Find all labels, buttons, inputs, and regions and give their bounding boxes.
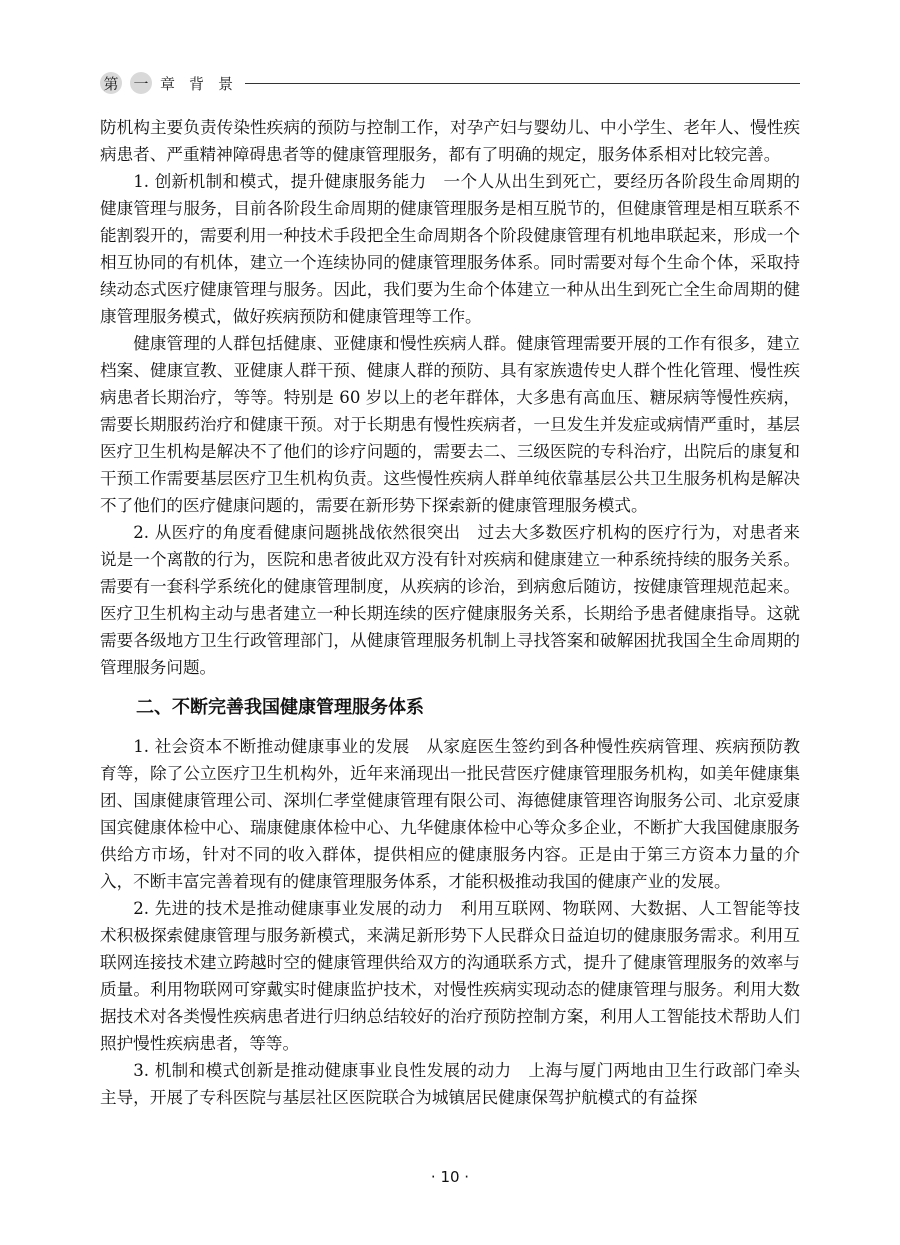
running-header	[100, 70, 800, 96]
paragraph: 健康管理的人群包括健康、亚健康和慢性疾病人群。健康管理需要开展的工作有很多，建立档案、健康宣教、亚健康人群干预、健康人群的预防、具有家族遗传史人群个性化管理、慢性疾病患者长期治疗，等等。特别是 60 岁以上的老年群体，大多患有高血压、糖尿病等慢性疾病，需要长期服药治疗和健康干预。对于长期患有慢性疾病者，一旦发生并发症或病情严重时，基层医疗卫生机构是解决不了他们的诊疗问题的，需要去二、三级医院的专科治疗，出院后的康复和干预工作需要基层医疗卫生机构负责。这些慢性疾病人群单纯依靠基层公共卫生服务机构是解决不了他们的医疗健康问题的，需要在新形势下探索新的健康管理服务模式。	[100, 334, 800, 515]
paragraph: 2. 先进的技术是推动健康事业发展的动力 利用互联网、物联网、大数据、人工智能等技术积极探索健康管理与服务新模式，来满足新形势下人民群众日益迫切的健康服务需求。利用互联网连接技术建立跨越时空的健康管理供给双方的沟通联系方式，提升了健康管理服务的效率与质量。利用物联网可穿戴实时健康监护技术，对慢性疾病实现动态的健康管理与服务。利用大数据技术对各类慢性疾病患者进行归纳总结较好的治疗预防控制方案，利用人工智能技术帮助人们照护慢性疾病患者，等等。	[100, 899, 800, 1053]
paragraph: 1. 社会资本不断推动健康事业的发展 从家庭医生签约到各种慢性疾病管理、疾病预防教育等，除了公立医疗卫生机构外，近年来涌现出一批民营医疗健康管理服务机构，如美年健康集团、国康健康管理公司、深圳仁孝堂健康管理有限公司、海德健康管理咨询服务公司、北京爱康国宾健康体检中心、瑞康健康体检中心、九华健康体检中心等众多企业，不断扩大我国健康服务供给方市场，针对不同的收入群体，提供相应的健康服务内容。正是由于第三方资本力量的介入，不断丰富完善着现有的健康管理服务体系，才能积极推动我国的健康产业的发展。	[100, 737, 800, 891]
body-text	[100, 114, 800, 1111]
chapter-char-4: 背	[189, 74, 205, 93]
chapter-char-5: 景	[218, 74, 234, 93]
page-number: · 10 ·	[430, 1168, 470, 1186]
chapter-label	[100, 72, 233, 94]
chapter-char-3: 章	[160, 74, 176, 93]
chapter-char-1: 第	[100, 72, 122, 94]
header-rule	[245, 83, 800, 84]
section-heading: 二、不断完善我国健康管理服务体系	[136, 697, 424, 718]
paragraph: 2. 从医疗的角度看健康问题挑战依然很突出 过去大多数医疗机构的医疗行为，对患者来说是一个离散的行为，医院和患者彼此双方没有针对疾病和健康建立一种系统持续的服务关系。需要有一套科学系统化的健康管理制度，从疾病的诊治，到病愈后随访，按健康管理规范起来。医疗卫生机构主动与患者建立一种长期连续的医疗健康服务关系，长期给予患者健康指导。这就需要各级地方卫生行政管理部门，从健康管理服务机制上寻找答案和破解困扰我国全生命周期的管理服务问题。	[100, 523, 800, 677]
paragraph: 1. 创新机制和模式，提升健康服务能力 一个人从出生到死亡，要经历各阶段生命周期的健康管理与服务，目前各阶段生命周期的健康管理服务是相互脱节的，但健康管理是相互联系不能割裂开的，需要利用一种技术手段把全生命周期各个阶段健康管理有机地串联起来，形成一个相互协同的有机体，建立一个连续协同的健康管理服务体系。同时需要对每个生命个体，采取持续动态式医疗健康管理与服务。因此，我们要为生命个体建立一种从出生到死亡全生命周期的健康管理服务模式，做好疾病预防和健康管理等工作。	[100, 172, 800, 326]
chapter-char-2: 一	[130, 72, 152, 94]
paragraph: 3. 机制和模式创新是推动健康事业良性发展的动力 上海与厦门两地由卫生行政部门牵头主导，开展了专科医院与基层社区医院联合为城镇居民健康保驾护航模式的有益探	[100, 1061, 800, 1107]
paragraph: 防机构主要负责传染性疾病的预防与控制工作，对孕产妇与婴幼儿、中小学生、老年人、慢性疾病患者、严重精神障碍患者等的健康管理服务，都有了明确的规定，服务体系相对比较完善。	[100, 118, 800, 164]
